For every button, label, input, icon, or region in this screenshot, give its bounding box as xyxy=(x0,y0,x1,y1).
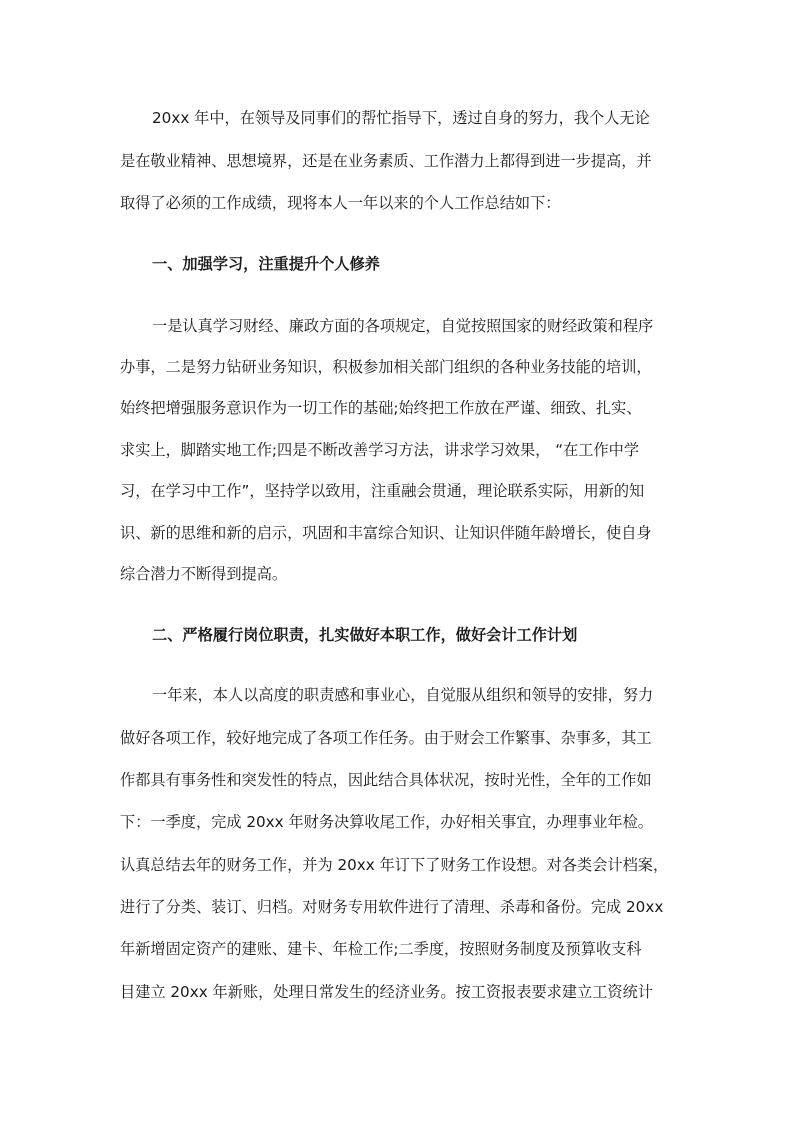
section-2-line-8: 目建立 20xx 年新账，处理日常发生的经济业务。按工资报表要求建立工资统计 xyxy=(120,983,653,1001)
section-2-line-2: 做好各项工作，较好地完成了各项工作任务。由于财会工作繁事、杂事多，其工 xyxy=(120,729,652,747)
section-2-heading: 二、严格履行岗位职责，扎实做好本职工作，做好会计工作计划 xyxy=(152,626,578,644)
section-2-line-7: 年新增固定资产的建账、建卡、年检工作;二季度，按照财务制度及预算收支科 xyxy=(120,940,642,958)
section-1-heading: 一、加强学习，注重提升个人修养 xyxy=(152,255,380,273)
intro-line-3: 取得了必须的工作成绩，现将本人一年以来的个人工作总结如下： xyxy=(120,194,561,212)
section-1-line-5: 习，在学习中工作”，坚持学以致用，注重融会贯通，理论联系实际，用新的知 xyxy=(120,482,645,500)
section-2-line-4: 下：一季度，完成 20xx 年财务决算收尾工作，办好相关事宜，办理事业年检。 xyxy=(120,813,653,831)
section-1-line-2: 办事，二是努力钻研业务知识，积极参加相关部门组织的各种业务技能的培训， xyxy=(120,358,652,376)
section-1-line-3: 始终把增强服务意识作为一切工作的基础;始终把工作放在严谨、细致、扎实、 xyxy=(120,399,642,417)
intro-line-2: 是在敬业精神、思想境界，还是在业务素质、工作潜力上都得到进一步提高，并 xyxy=(120,152,652,170)
section-1-line-4: 求实上，脚踏实地工作;四是不断改善学习方法，讲求学习效果， “在工作中学 xyxy=(120,441,640,459)
section-1-line-6: 识、新的思维和新的启示，巩固和丰富综合知识、让知识伴随年龄增长，使自身 xyxy=(120,524,652,542)
section-2-line-3: 作都具有事务性和突发性的特点，因此结合具体状况，按时光性，全年的工作如 xyxy=(120,771,652,789)
section-2-line-5: 认真总结去年的财务工作，并为 20xx 年订下了财务工作设想。对各类会计档案， xyxy=(120,856,669,874)
section-2-line-1: 一年来，本人以高度的职责感和事业心，自觉服从组织和领导的安排，努力 xyxy=(152,686,654,704)
section-1-line-7: 综合潜力不断得到提高。 xyxy=(120,565,288,583)
section-1-line-1: 一是认真学习财经、廉政方面的各项规定，自觉按照国家的财经政策和程序 xyxy=(152,317,654,335)
intro-line-1: 20xx 年中，在领导及同事们的帮忙指导下，透过自身的努力，我个人无论 xyxy=(152,109,650,127)
section-2-line-6: 进行了分类、装订、归档。对财务专用软件进行了清理、杀毒和备份。完成 20xx xyxy=(120,898,664,916)
